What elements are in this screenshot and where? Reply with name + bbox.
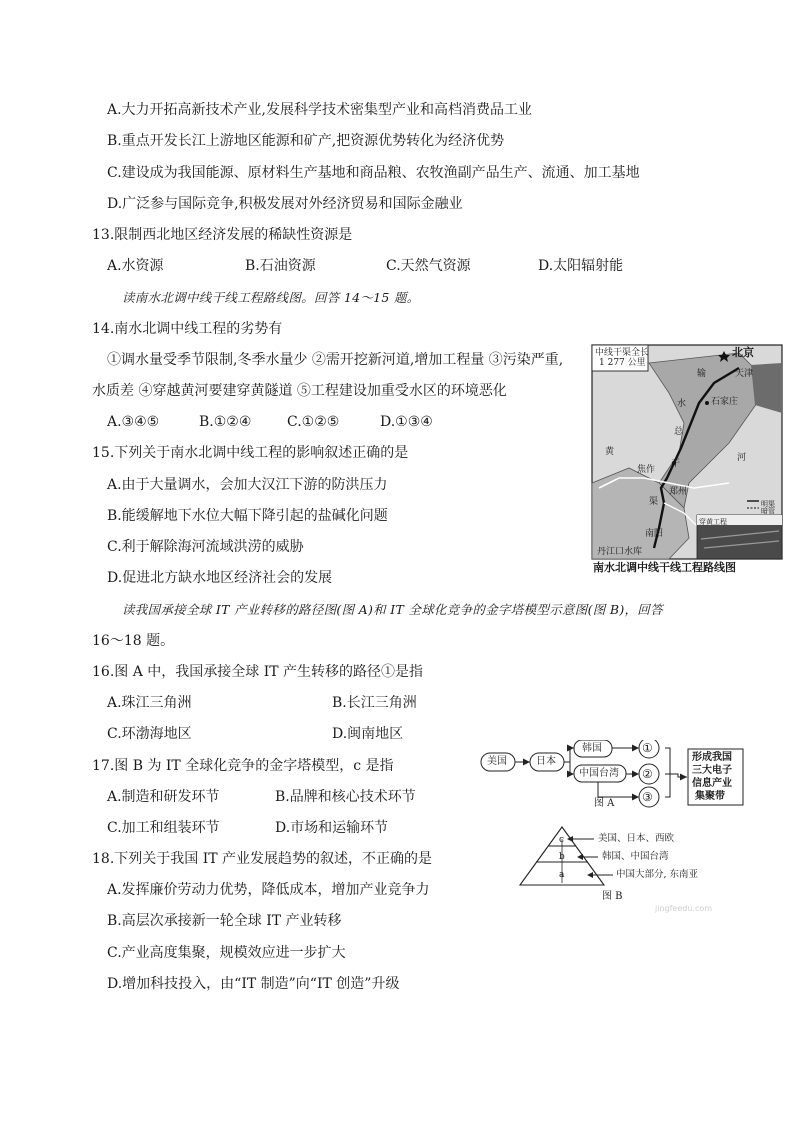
q16-stem: 16.图 A 中，我国承接全球 IT 产生转移的路径①是指 [92, 664, 424, 680]
map-legend-open-canal: 明渠 [761, 500, 775, 508]
q12-option-c: C.建设成为我国能源、原材料生产基地和商品粮、农牧渔副产品生产、流通、加工基地 [107, 165, 640, 181]
figa-result-line1: 形成我国 [692, 752, 732, 763]
figa-path-3: ③ [642, 790, 653, 804]
q13-option-a: A.水资源 [107, 258, 164, 274]
map-label-zhengzhou: 郑州 [669, 487, 688, 497]
map-label-gan: 干 [671, 459, 681, 469]
q14-choices-line1: ①调水量受季节限制,冬季水量少 ②需开挖新河道,增加工程量 ③污染严重, [107, 352, 564, 368]
figa-path-1: ① [642, 741, 653, 755]
q15-option-b: B.能缓解地下水位大幅下降引起的盐碱化问题 [107, 508, 388, 524]
q12-option-d: D.广泛参与国际竞争,积极发展对外经济贸易和国际金融业 [107, 196, 463, 212]
figa-result-line3: 信息产业 [692, 778, 732, 789]
q16-option-b: B.长江三角洲 [332, 695, 417, 711]
q13-option-c: C.天然气资源 [386, 258, 471, 274]
q14-option-b: B.①②④ [199, 414, 252, 430]
q17-option-a: A.制造和研发环节 [107, 789, 220, 805]
q16-options-row1 [107, 694, 417, 712]
q13-stem: 13.限制西北地区经济发展的稀缺性资源是 [92, 227, 353, 243]
map-label-danjiangkou: 丹江口水库 [597, 547, 643, 557]
map-label-tianjin: 天津 [735, 369, 754, 379]
figb-bottom-label: 中国大部分, 东南亚 [616, 869, 699, 880]
map-label-qu: 渠 [649, 497, 659, 507]
intro-16-18-line1: 读我国承接全球 IT 产业转移的路径图(图 A)和 IT 全球化竞争的金字塔模型示意图(图 B)，回答 [122, 602, 663, 617]
map-length-label: 中线干渠全长 [595, 348, 650, 358]
q15-option-d: D.促进北方缺水地区经济社会的发展 [107, 570, 333, 586]
figa-japan: 日本 [536, 756, 556, 767]
q17-option-c: C.加工和组装环节 [107, 820, 220, 836]
figb-caption: 图 B [602, 891, 623, 902]
figure-a-path-diagram [478, 740, 768, 812]
map-label-huang: 黄 [605, 447, 615, 457]
figa-taiwan: 中国台湾 [579, 768, 619, 779]
water-diversion-map [589, 343, 785, 575]
q18-stem: 18.下列关于我国 IT 产业发展趋势的叙述，不正确的是 [92, 851, 433, 867]
map-caption: 南水北调中线干线工程路线图 [593, 561, 736, 574]
q16-option-c: C.环渤海地区 [107, 726, 192, 742]
q14-option-c: C.①②⑤ [287, 414, 340, 430]
q14-option-a: A.③④⑤ [107, 414, 160, 430]
map-label-beijing: 北京 [732, 346, 754, 359]
map-length-value: 1 277 公里 [599, 358, 646, 368]
figb-level-c: c [559, 835, 565, 845]
q13-option-d: D.太阳辐射能 [538, 258, 624, 274]
intro-14-15: 读南水北调中线干线工程路线图。回答 14～15 题。 [122, 290, 420, 305]
map-label-nanyang: 南阳 [645, 529, 664, 539]
q13-option-b: B.石油资源 [245, 258, 316, 274]
map-label-jiaozuo: 焦作 [637, 465, 656, 475]
figa-korea: 韩国 [582, 743, 602, 754]
map-graphic [589, 343, 785, 575]
map-label-shu: 输 [697, 369, 707, 379]
map-label-shui: 水 [677, 399, 687, 409]
q14-options [107, 413, 433, 431]
figa-result-line2: 三大电子 [692, 765, 732, 776]
q17-stem: 17.图 B 为 IT 全球化竞争的金字塔模型，c 是指 [92, 758, 394, 774]
q16-option-a: A.珠江三角洲 [107, 695, 192, 711]
q15-stem: 15.下列关于南水北调中线工程的影响叙述正确的是 [92, 445, 409, 461]
q15-option-c: C.利于解除海河流域洪涝的威胁 [107, 539, 304, 555]
q16-options-row2 [107, 725, 403, 743]
figa-caption: 图 A [594, 798, 615, 809]
q18-option-d: D.增加科技投入，由“IT 制造”向“IT 创造”升级 [107, 976, 400, 992]
figb-top-label: 美国、日本、西欧 [598, 833, 675, 844]
q12-option-b: B.重点开发长江上游地区能源和矿产,把资源优势转化为经济优势 [107, 133, 505, 149]
q17-option-d: D.市场和运输环节 [275, 820, 389, 836]
figa-path-2: ② [642, 767, 653, 781]
q14-choices-line2: 水质差 ④穿越黄河要建穿黄隧道 ⑤工程建设加重受水区的环境恶化 [92, 383, 507, 399]
figa-usa: 美国 [487, 756, 507, 767]
q18-option-a: A.发挥廉价劳动力优势，降低成本，增加产业竞争力 [107, 882, 430, 898]
q17-option-b: B.品牌和核心技术环节 [275, 789, 416, 805]
watermark: jingfeedu.com [655, 904, 713, 913]
map-legend-pipe: 暗管 [761, 507, 775, 515]
q14-option-d: D.①③④ [380, 414, 433, 430]
q12-option-a: A.大力开拓高新技术产业,发展科学技术密集型产业和高档消费品工业 [107, 102, 533, 118]
figb-level-a: a [559, 870, 565, 880]
intro-16-18-line2: 16～18 题。 [92, 633, 175, 649]
map-label-shijiazhuang: 石家庄 [711, 397, 739, 407]
figb-mid-label: 韩国、中国台湾 [602, 851, 669, 862]
q17-options-row2 [107, 819, 388, 837]
map-photo-label: 穿黄工程 [699, 518, 727, 526]
map-label-zong: 总 [674, 427, 684, 437]
q15-option-a: A.由于大量调水，会加大汉江下游的防洪压力 [107, 477, 388, 493]
figb-level-b: b [559, 852, 565, 862]
q18-option-b: B.高层次承接新一轮全球 IT 产业转移 [107, 913, 342, 929]
figa-result-line4: 集聚带 [695, 791, 725, 802]
q17-options-row1 [107, 788, 416, 806]
q13-options [107, 257, 623, 275]
q18-option-c: C.产业高度集聚，规模效应进一步扩大 [107, 945, 346, 961]
figure-b-pyramid [518, 825, 748, 910]
q14-stem: 14.南水北调中线工程的劣势有 [92, 321, 283, 337]
map-label-he: 河 [737, 453, 747, 463]
q16-option-d: D.闽南地区 [332, 726, 404, 742]
